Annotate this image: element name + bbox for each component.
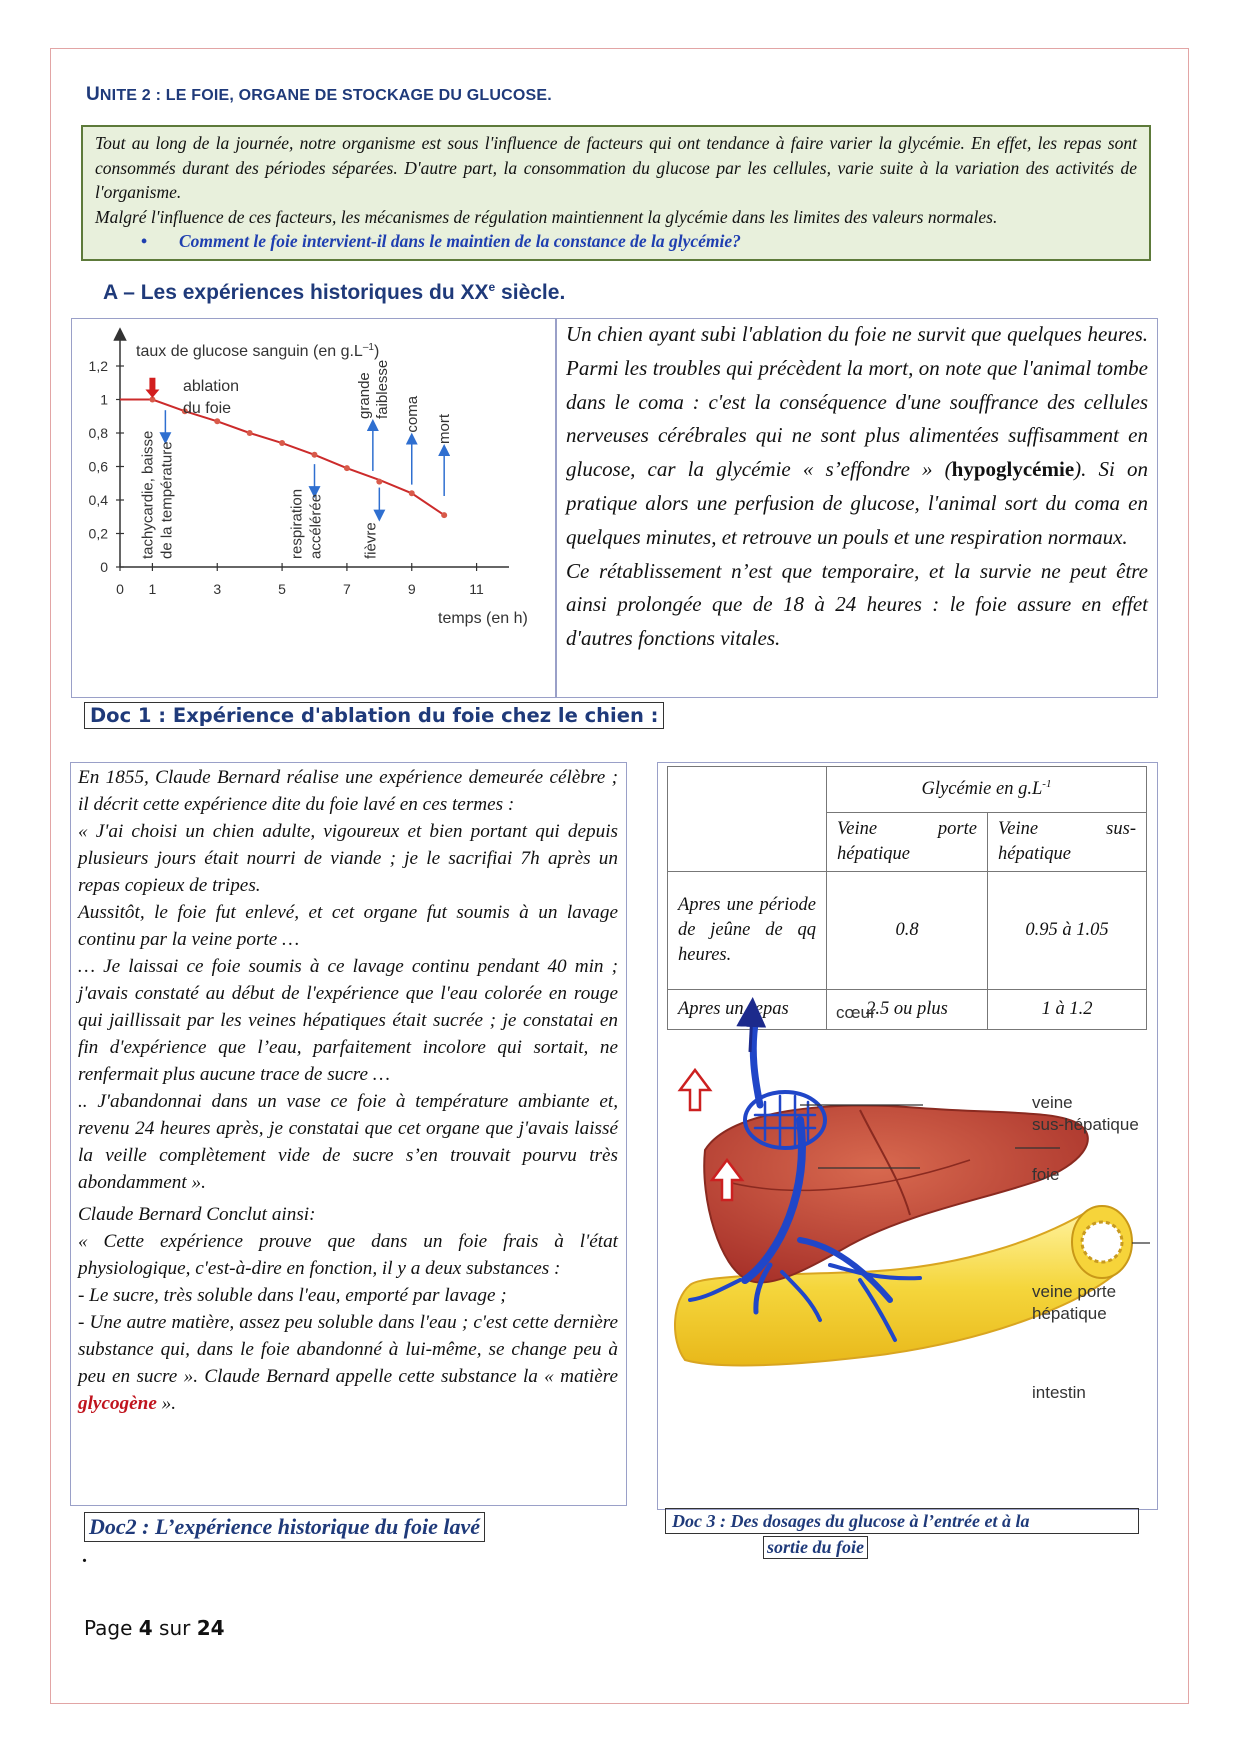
doc2-paragraph: .. J'abandonnai dans un vase ce foie à température ambiante et, revenu 24 heures après, je constatai que cet organe que j'avais laissé la veille complètement vide de sucre s’en trouvait pourvu très abondamment ». (78, 1091, 618, 1193)
data-point (312, 452, 318, 458)
x-tick-label: 11 (469, 581, 484, 597)
annotation-label: grande (355, 372, 373, 419)
annotation-label: coma (403, 395, 421, 433)
ablation-label-1: ablation (183, 378, 240, 395)
doc2-paragraph: Aussitôt, le foie fut enlevé, et cet organe fut soumis à un lavage continu par la veine porte … (78, 902, 618, 950)
annotation-label: faiblesse (373, 359, 391, 419)
data-point (376, 479, 382, 485)
data-point (279, 440, 285, 446)
y-tick-label: 0,4 (88, 492, 108, 508)
row-jeune-label: Apres une période de jeûne de qq heures. (668, 872, 827, 990)
glycemia-chart (73, 320, 553, 696)
doc2-paragraph: - Le sucre, très soluble dans l'eau, emporté par lavage ; (78, 1285, 507, 1306)
trailing-dot: . (82, 1545, 87, 1567)
table-empty-corner (668, 767, 827, 872)
label-veine-porte-1: veine porte (1032, 1282, 1117, 1301)
doc2-paragraph: Claude Bernard Conclut ainsi: (78, 1204, 316, 1225)
x-tick-label: 9 (407, 581, 416, 597)
data-point (247, 430, 253, 436)
glycogene-term: glycogène (78, 1393, 157, 1414)
section-a-title: A – Les expériences historiques du XXe siècle. (103, 280, 566, 304)
y-tick-label: 1,2 (88, 358, 108, 374)
doc2-paragraph: « Cette expérience prouve que dans un foie frais à l'état physiologique, c'est-à-dire en fonction, il y a deux substances : (78, 1231, 618, 1279)
doc1-paragraph-2: Ce rétablissement n’est que temporaire, et la survie ne peut être ainsi prolongée que de 18 à 24 heures : le foie assure en effet d'autres fonctions vitales. (566, 558, 1148, 651)
unit-title: UNITE 2 : LE FOIE, ORGANE DE STOCKAGE DU GLUCOSE. (86, 84, 552, 105)
x-tick-label: 0 (116, 581, 124, 597)
annotation-label: tachycardie, baisse (139, 430, 157, 559)
x-tick-label: 1 (148, 581, 157, 597)
intro-question: • Comment le foie intervient-il dans le maintien de la constance de la glycémie? (133, 229, 1137, 254)
flow-arrow-out (680, 1070, 710, 1110)
ablation-arrow (145, 378, 159, 398)
table-header: Glycémie en $g.L^{-1}$ (827, 767, 1147, 813)
x-tick-label: 5 (278, 581, 286, 597)
doc3-caption-line1: Doc 3 : Des dosages du glucose à l’entrée et à la (665, 1508, 1139, 1534)
doc2-paragraph: - Une autre matière, assez peu soluble dans l'eau ; c'est cette dernière substance qui, dans le foie abandonné à lui-même, se change peu à peu en sucre ». Claude Bernard appelle cette substance la « matière glycogène ». (78, 1312, 618, 1414)
label-intestin: intestin (1032, 1383, 1086, 1402)
data-point (214, 418, 220, 424)
col-veine-sus-hepatique: Veine sus-hépatique (988, 813, 1147, 872)
row-jeune-porte: 0.8 (827, 872, 988, 990)
y-tick-label: 0 (100, 559, 108, 575)
annotation-label: respiration (288, 488, 306, 559)
doc1-text (566, 318, 1148, 656)
data-point (441, 512, 447, 518)
doc1-separator (555, 318, 557, 698)
label-coeur: cœur (836, 1003, 876, 1022)
y-tick-label: 0,6 (88, 458, 108, 475)
y-tick-label: 0,2 (88, 525, 108, 542)
row-repas-porte: 2.5 ou plus (827, 990, 988, 1030)
doc2-paragraph: En 1855, Claude Bernard réalise une expérience demeurée célèbre ; il décrit cette expérience dite du foie lavé en ces termes : (78, 767, 618, 815)
doc3-caption-line2: sortie du foie (763, 1536, 868, 1559)
doc2-paragraph: … Je laissai ce foie soumis à ce lavage continu pendant 40 min ; j'avais constaté au début de l'expérience que l'eau colorée en rouge qui jaillissait par les veines hépatiques était sucrée ; je constatai en fin d'expérience que l’eau, parfaitement incolore qui sortait, ne renfermait plus aucune trace de sucre … (78, 956, 618, 1085)
intro-paragraph-2: Malgré l'influence de ces facteurs, les mécanismes de régulation maintiennent la glycémie dans les limites des valeurs normales. (95, 206, 998, 227)
ablation-label-2: du foie (183, 400, 232, 417)
label-foie: foie (1032, 1165, 1060, 1184)
intro-paragraph-1: Tout au long de la journée, notre organisme est sous l'influence de facteurs qui ont tendance à faire varier la glycémie. En effet, les repas sont consommés durant des périodes séparées. D'autre part, la consommation du glucose par les cellules, varie suite à la variation des activités de l'organisme. (95, 133, 1137, 202)
page-footer: Page 4 sur 24 (84, 1616, 225, 1640)
col-veine-porte: Veine porte hépatique (827, 813, 988, 872)
chart-xlabel: temps (en h) (438, 610, 528, 627)
x-tick-label: 3 (213, 581, 222, 597)
doc2-text (78, 764, 618, 1417)
data-point (409, 490, 415, 496)
intestine-lumen (1082, 1222, 1122, 1262)
data-point (344, 465, 350, 471)
doc1-paragraph-1: Un chien ayant subi l'ablation du foie ne survit que quelques heures. Parmi les troubles qui précèdent la mort, on note que l'animal tombe dans le coma : c'est la conséquence d'une souffrance des cellules nerveuses cérébrales qui ne sont plus alimentées suffisamment en glucose, car la glycémie « s’effondre » (hypoglycémie). Si on pratique alors une perfusion de glucose, l'animal sort du coma en quelques minutes, et retrouve un pouls et une respiration normaux. (566, 322, 1148, 549)
doc2-caption: Doc2 : L’expérience historique du foie lavé (84, 1512, 485, 1542)
coeur-arrow (750, 1012, 752, 1052)
row-jeune-sus: 0.95 à 1.05 (988, 872, 1147, 990)
chart-ylabel: taux de glucose sanguin (en $g.L^{-1}$) (136, 342, 380, 360)
doc1-caption: Doc 1 : Expérience d'ablation du foie chez le chien : (84, 702, 664, 729)
row-repas-sus: 1 à 1.2 (988, 990, 1147, 1030)
annotation-label: de la température (158, 441, 176, 559)
glycemia-table (667, 766, 1147, 1030)
y-tick-label: 0,8 (88, 425, 108, 441)
x-tick-label: 7 (343, 581, 351, 597)
label-veine-sus-2: sus-hépatique (1032, 1115, 1139, 1134)
annotation-label: fièvre (362, 522, 380, 559)
intro-box (81, 125, 1151, 261)
y-tick-label: 1 (100, 391, 108, 408)
label-veine-porte-2: hépatique (1032, 1304, 1107, 1323)
annotation-label: mort (436, 414, 454, 445)
row-repas-label: Apres un repas (668, 990, 827, 1030)
bullet-icon: • (141, 231, 148, 251)
doc2-paragraph: « J'ai choisi un chien adulte, vigoureux et bien portant qui depuis plusieurs jours était nourri de viande ; je le sacrifiai 7h après un repas copieux de tripes. (78, 821, 618, 896)
annotation-label: accélérée (307, 493, 325, 559)
label-veine-sus-1: veine (1032, 1093, 1073, 1112)
